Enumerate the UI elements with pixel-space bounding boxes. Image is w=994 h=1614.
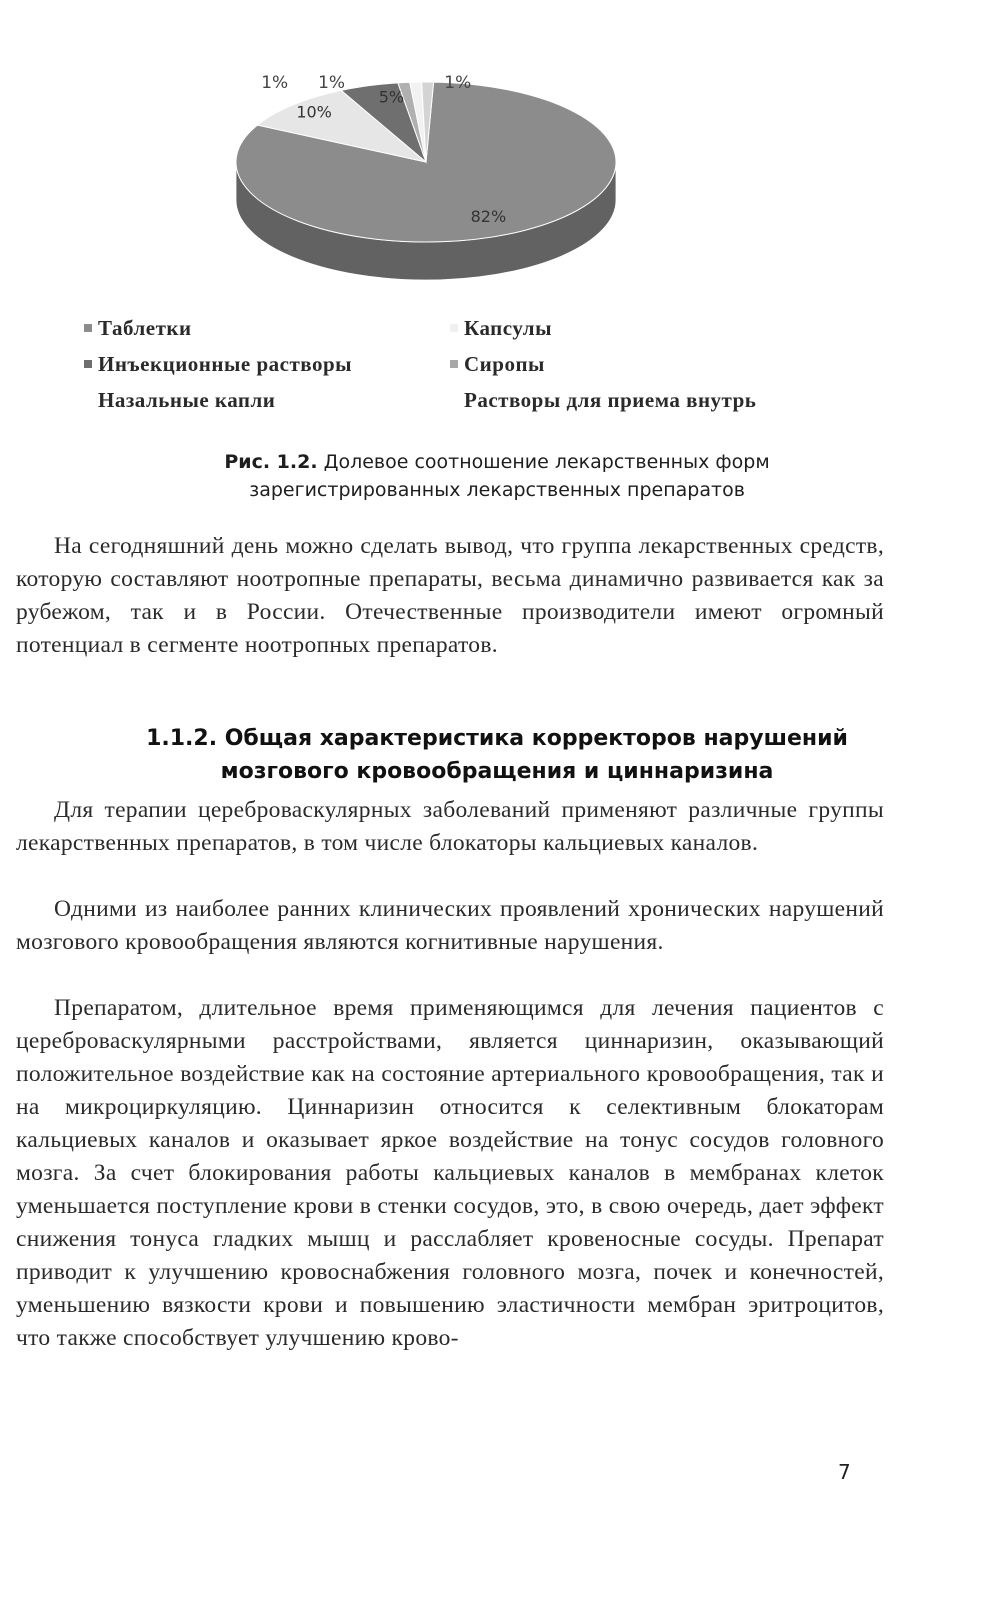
legend-label: Инъекционные растворы <box>98 352 353 376</box>
caption-line-2: зарегистрированных лекарственных препаратов <box>249 479 745 501</box>
legend-swatch-icon <box>84 360 92 368</box>
legend-swatch-icon <box>84 324 92 332</box>
pie-label-3: 1% <box>318 73 346 93</box>
legend-swatch-icon <box>450 324 458 332</box>
caption-line-1: Долевое соотношение лекарственных форм <box>317 451 770 473</box>
legend-item-oral-solutions <box>464 388 756 413</box>
heading-line-1: 1.1.2. Общая характеристика корректоров нарушений <box>146 726 848 751</box>
page-number: 7 <box>838 1460 851 1484</box>
legend-item-nasal-drops <box>98 388 275 413</box>
paragraph-cinnarizine: Препаратом, длительное время применяющимся для лечения пациентов с цереброваскулярными расстройствами, является циннаризин, оказывающий положительное воздействие как на состояние артериального кровообращения, так и на микроциркуляцию. Циннаризин относится к селективным блокаторам кальциевых каналов и оказывает яркое воздействие на тонус сосудов головного мозга. За счет блокирования работы кальциевых каналов в мембранах клеток уменьшается поступление крови в стенки сосудов, это, в свою очередь, дает эффект снижения тонуса гладких мышц и расслабляет кровеносные сосуды. Препарат приводит к улучшению кровоснабжения головного мозга, почек и конечностей, уменьшению вязкости крови и повышению эластичности мембран эритроцитов, что также способствует улучшению крово- <box>16 995 884 1351</box>
paragraph-cognitive: Одними из наиболее ранних клинических проявлений хронических нарушений мозгового кровообращения являются когнитивные нарушения. <box>16 896 884 955</box>
section-heading <box>0 722 994 788</box>
paragraph-conclusion: На сегодняшний день можно сделать вывод, что группа лекарственных средств, которую составляют ноотропные препараты, весьма динамично развивается как за рубежом, так и в России. Отечественные производители имеют огромный потенциал в сегменте ноотропных препаратов. <box>16 533 884 658</box>
pie-label-4: 1% <box>261 73 289 93</box>
pie-label-5: 1% <box>444 73 472 93</box>
legend-item-syrups <box>450 352 545 377</box>
legend-item-injections <box>84 352 352 377</box>
legend-label: Таблетки <box>98 316 192 340</box>
pie-label-2: 5% <box>378 87 405 107</box>
legend-label: Назальные капли <box>98 388 276 412</box>
legend-swatch-icon <box>450 360 458 368</box>
legend-item-tablets <box>84 316 192 341</box>
figure-caption <box>0 448 994 504</box>
legend-label: Капсулы <box>464 316 552 340</box>
legend-label: Растворы для приема внутрь <box>464 388 757 412</box>
pie-chart <box>150 62 710 322</box>
legend-item-capsules <box>450 316 552 341</box>
pie-label-1: 10% <box>296 102 332 122</box>
pie-label-0: 82% <box>470 207 507 227</box>
heading-line-2: мозгового кровообращения и циннаризина <box>220 759 774 784</box>
paragraph-therapy: Для терапии цереброваскулярных заболеваний применяют различные группы лекарственных препаратов, в том числе блокаторы кальциевых каналов. <box>16 797 884 856</box>
caption-prefix: Рис. 1.2. <box>224 451 318 473</box>
legend-label: Сиропы <box>464 352 545 376</box>
